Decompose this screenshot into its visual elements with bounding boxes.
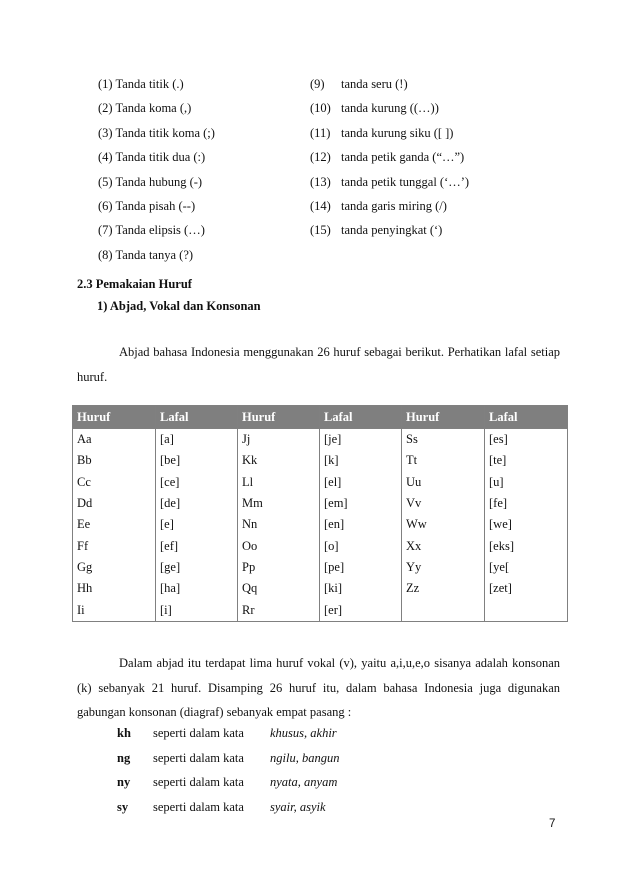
table-cell: Kk	[238, 450, 320, 471]
table-cell: Bb	[73, 450, 156, 471]
table-cell: Cc	[73, 472, 156, 493]
item-text: tanda petik ganda (“…”)	[341, 150, 465, 165]
digraph-phrase: seperti dalam kata	[153, 750, 244, 765]
digraph-list	[117, 721, 339, 819]
paragraph-text: Dalam abjad itu terdapat lima huruf vokal (v), yaitu a,i,u,e,o sisanya adalah konsonan (k) sebanyak 21 huruf. Disamping 26 huruf itu, dalam bahasa Indonesia juga digunakan gabungan konsonan (diagraf) sebanyak empat pasang :	[77, 656, 560, 719]
item-text: tanda kurung siku ([ ])	[341, 125, 454, 140]
digraph-examples: syair, asyik	[270, 799, 326, 814]
punctuation-item: (5) Tanda hubung (-)	[98, 174, 203, 189]
table-cell: Jj	[238, 429, 320, 451]
table-cell: Zz	[402, 578, 485, 599]
table-cell: [a]	[156, 429, 238, 451]
table-cell: [je]	[320, 429, 402, 451]
digraph-phrase: seperti dalam kata	[153, 799, 244, 814]
table-cell: [ha]	[156, 578, 238, 599]
digraph-key: sy	[117, 799, 129, 814]
item-number: (10)	[310, 101, 331, 116]
table-cell: [es]	[485, 429, 568, 451]
punctuation-item	[310, 72, 469, 96]
table-cell: Ll	[238, 472, 320, 493]
item-text: tanda seru (!)	[341, 77, 408, 91]
item-text: tanda petik tunggal (‘…’)	[341, 174, 470, 189]
subsection-heading: 1) Abjad, Vokal dan Konsonan	[97, 299, 261, 313]
table-header-row	[73, 406, 568, 429]
table-cell: Mm	[238, 493, 320, 514]
column-header: Huruf	[238, 406, 320, 429]
punctuation-item: (2) Tanda koma (,)	[98, 101, 192, 116]
punctuation-item: (8) Tanda tanya (?)	[98, 247, 194, 262]
table-cell: Ww	[402, 514, 485, 535]
table-cell: Ss	[402, 429, 485, 451]
digraph-examples: nyata, anyam	[270, 775, 338, 789]
table-cell: [en]	[320, 514, 402, 535]
item-number: (13)	[310, 174, 331, 189]
digraph-key: ny	[117, 775, 131, 789]
table-row	[73, 429, 568, 451]
table-cell: Ff	[73, 535, 156, 556]
item-text: tanda kurung ((…))	[341, 101, 439, 116]
table-cell: [ye[	[485, 557, 568, 578]
table-cell: Ii	[73, 599, 156, 621]
digraph-phrase: seperti dalam kata	[153, 726, 244, 740]
table-cell: Qq	[238, 578, 320, 599]
paragraph-vowels	[77, 651, 560, 725]
punctuation-item: (6) Tanda pisah (--)	[98, 198, 196, 213]
table-cell: [o]	[320, 535, 402, 556]
section-heading: 2.3 Pemakaian Huruf	[77, 277, 192, 291]
item-text: tanda garis miring (/)	[341, 198, 447, 213]
table-cell: Oo	[238, 535, 320, 556]
item-number: (12)	[310, 150, 331, 165]
table-row	[73, 472, 568, 493]
table-cell: Tt	[402, 450, 485, 471]
table-cell: Rr	[238, 599, 320, 621]
table-cell	[485, 599, 568, 621]
table-cell: [e]	[156, 514, 238, 535]
column-header: Lafal	[320, 406, 402, 429]
table-cell: Gg	[73, 557, 156, 578]
table-cell: [zet]	[485, 578, 568, 599]
punctuation-list-right	[310, 72, 469, 243]
table-cell: [ce]	[156, 472, 238, 493]
paragraph-intro	[77, 340, 560, 389]
digraph-examples: ngilu, bangun	[270, 750, 340, 765]
digraph-item	[117, 721, 339, 746]
table-cell: [eks]	[485, 535, 568, 556]
table-row	[73, 599, 568, 621]
table-cell	[402, 599, 485, 621]
table-cell: Vv	[402, 493, 485, 514]
digraph-key: kh	[117, 726, 131, 740]
table-cell: Aa	[73, 429, 156, 451]
alphabet-table	[72, 405, 568, 622]
table-cell: [i]	[156, 599, 238, 621]
digraph-key: ng	[117, 750, 131, 765]
table-cell: Yy	[402, 557, 485, 578]
table-cell: [k]	[320, 450, 402, 471]
table-cell: [ki]	[320, 578, 402, 599]
table-cell: [we]	[485, 514, 568, 535]
table-cell: [ef]	[156, 535, 238, 556]
table-row	[73, 578, 568, 599]
punctuation-item	[310, 218, 469, 242]
page-number: 7	[549, 818, 556, 830]
punctuation-item: (4) Tanda titik dua (:)	[98, 150, 206, 165]
table-cell: Ee	[73, 514, 156, 535]
table-cell: [de]	[156, 493, 238, 514]
table-cell: [fe]	[485, 493, 568, 514]
column-header: Lafal	[485, 406, 568, 429]
table-cell: [er]	[320, 599, 402, 621]
table-cell: [el]	[320, 472, 402, 493]
table-cell: [u]	[485, 472, 568, 493]
paragraph-text: Abjad bahasa Indonesia menggunakan 26 huruf sebagai berikut. Perhatikan lafal setiap huruf.	[77, 345, 560, 384]
table-cell: [ge]	[156, 557, 238, 578]
digraph-item	[117, 746, 339, 771]
table-row	[73, 450, 568, 471]
punctuation-list-left	[98, 72, 215, 267]
column-header: Huruf	[402, 406, 485, 429]
column-header: Huruf	[73, 406, 156, 429]
table-cell: Nn	[238, 514, 320, 535]
column-header: Lafal	[156, 406, 238, 429]
punctuation-item: (1) Tanda titik (.)	[98, 77, 184, 91]
table-cell: [pe]	[320, 557, 402, 578]
item-number: (11)	[310, 125, 331, 140]
digraph-phrase: seperti dalam kata	[153, 775, 244, 789]
punctuation-item: (3) Tanda titik koma (;)	[98, 125, 215, 140]
punctuation-item: (7) Tanda elipsis (…)	[98, 223, 205, 238]
item-number: (9)	[310, 77, 325, 91]
digraph-item	[117, 770, 339, 795]
item-number: (15)	[310, 223, 331, 238]
punctuation-item	[310, 96, 469, 120]
punctuation-item	[310, 170, 469, 194]
table-cell: Hh	[73, 578, 156, 599]
table-row	[73, 557, 568, 578]
table-row	[73, 535, 568, 556]
digraph-item	[117, 795, 339, 820]
table-cell: Xx	[402, 535, 485, 556]
table-row	[73, 514, 568, 535]
table-row	[73, 493, 568, 514]
table-cell: Uu	[402, 472, 485, 493]
table-cell: [em]	[320, 493, 402, 514]
table-cell: [te]	[485, 450, 568, 471]
punctuation-item	[310, 121, 469, 145]
table-cell: [be]	[156, 450, 238, 471]
item-text: tanda penyingkat (‘)	[341, 223, 443, 238]
table-cell: Dd	[73, 493, 156, 514]
digraph-examples: khusus, akhir	[270, 726, 337, 740]
punctuation-item	[310, 145, 469, 169]
table-cell: Pp	[238, 557, 320, 578]
item-number: (14)	[310, 198, 331, 213]
punctuation-item	[310, 194, 469, 218]
